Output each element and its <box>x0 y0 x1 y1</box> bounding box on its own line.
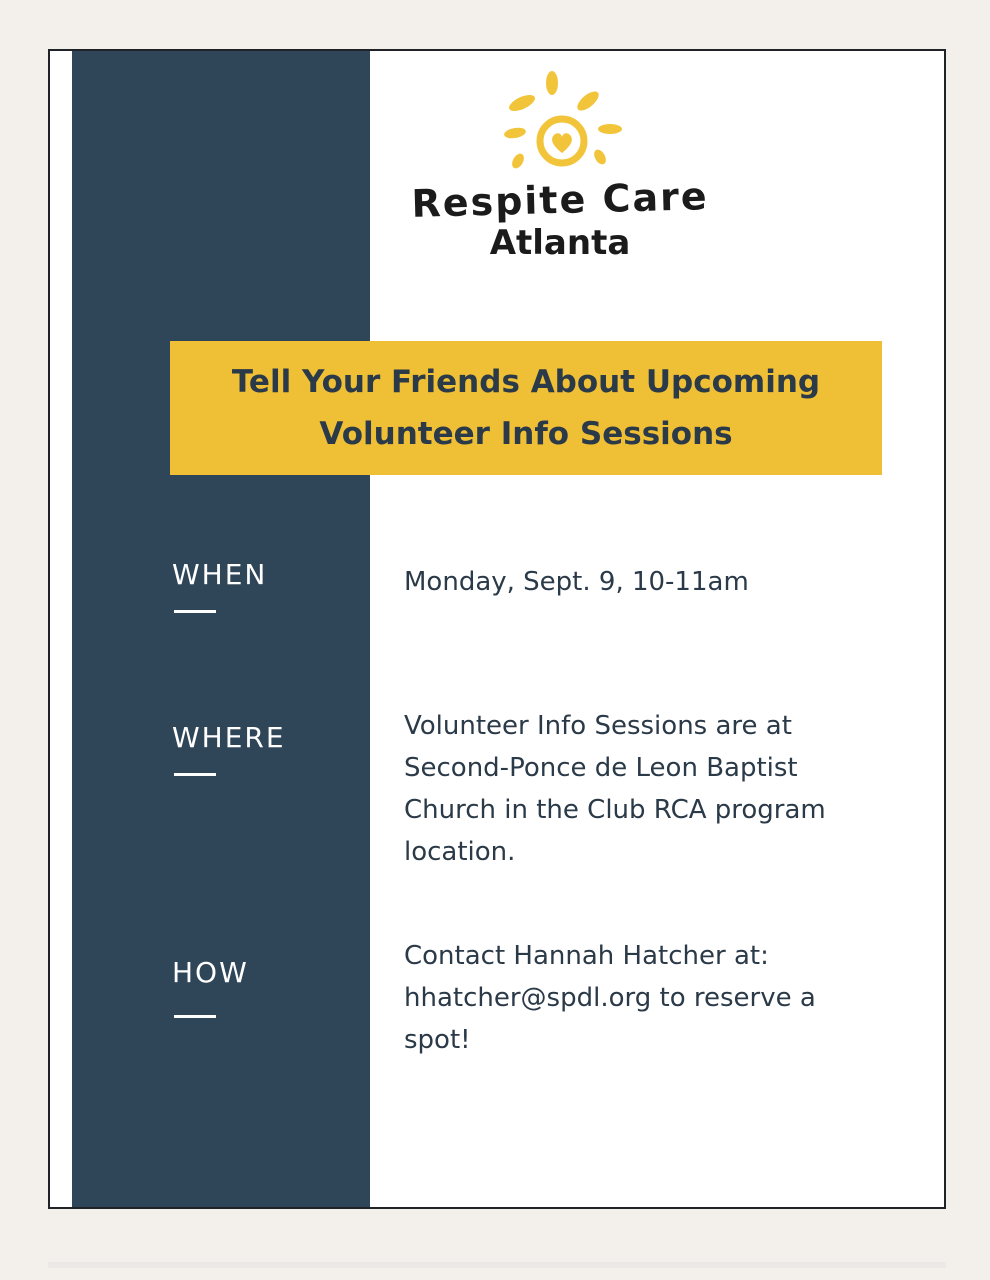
side-panel <box>72 51 370 1207</box>
brand-line-1: Respite Care <box>410 174 710 226</box>
how-label: HOW <box>172 956 249 989</box>
how-dash <box>174 1015 216 1018</box>
when-label: WHEN <box>172 558 268 591</box>
headline-banner <box>170 341 882 475</box>
when-text: Monday, Sept. 9, 10-11am <box>404 567 749 597</box>
flyer <box>48 49 946 1209</box>
where-label: WHERE <box>172 721 286 754</box>
when-dash <box>174 610 216 613</box>
where-text: Volunteer Info Sessions are at Second-Ponce de Leon Baptist Church in the Club RCA program location. <box>404 711 826 867</box>
headline: Tell Your Friends About Upcoming Volunteer Info Sessions <box>231 364 821 452</box>
brand-name <box>400 176 720 262</box>
where-dash <box>174 773 216 776</box>
footer-divider <box>48 1262 946 1268</box>
sun-heart-icon <box>500 69 630 189</box>
brand-line-2: Atlanta <box>489 223 631 263</box>
how-text: Contact Hannah Hatcher at: hhatcher@spdl.org to reserve a spot! <box>404 941 816 1055</box>
